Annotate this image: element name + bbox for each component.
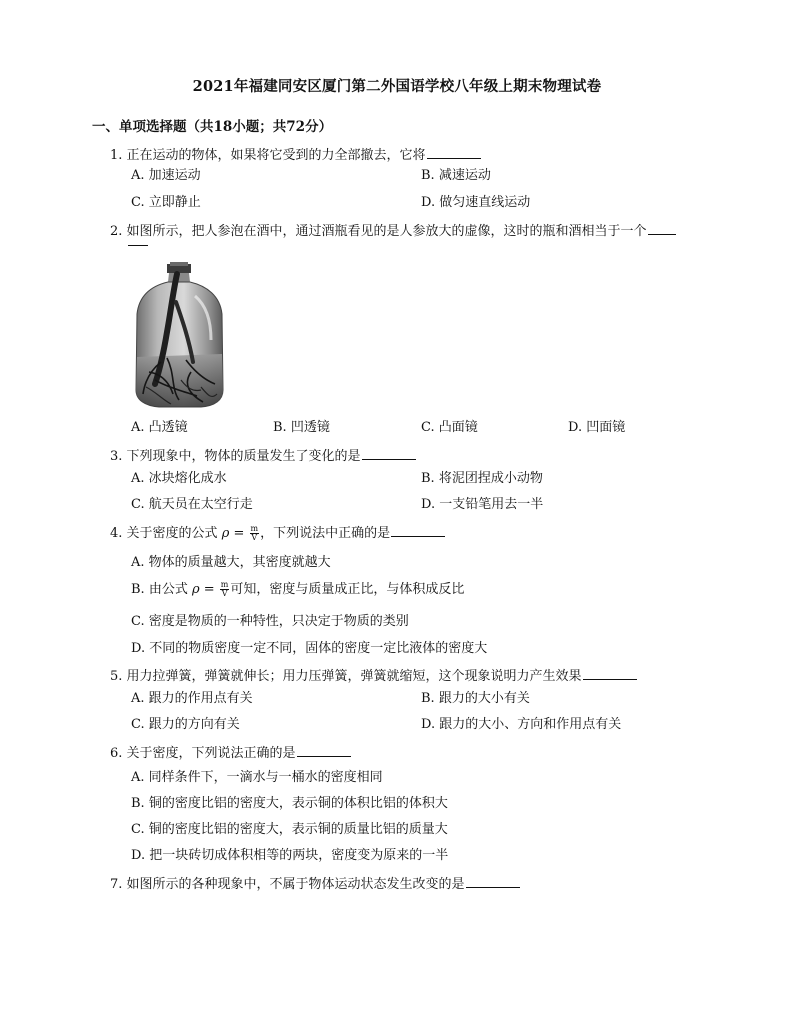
q2-option-d: D. 凹面镜 [568, 420, 626, 435]
q6-option-b: B. 铜的密度比铝的密度大，表示铜的体积比铝的体积大 [131, 796, 448, 811]
question-2-stem: 2. 如图所示，把人参泡在酒中，通过酒瓶看见的是人参放大的虚像，这时的瓶和酒相当于一个 [110, 220, 676, 239]
q1-option-c: C. 立即静止 [131, 195, 201, 210]
q1-option-a: A. 加速运动 [131, 168, 201, 183]
ginseng-wine-bottle-image [131, 262, 227, 408]
q6-option-a: A. 同样条件下，一滴水与一桶水的密度相同 [131, 770, 383, 785]
answer-blank [648, 221, 676, 235]
q1-option-d: D. 做匀速直线运动 [421, 195, 531, 210]
question-5-stem: 5. 用力拉弹簧，弹簧就伸长；用力压弹簧，弹簧就缩短，这个现象说明力产生效果 [110, 665, 637, 684]
q1-option-b: B. 减速运动 [421, 168, 491, 183]
q4-option-d: D. 不同的物质密度一定不同，固体的密度一定比液体的密度大 [131, 641, 488, 656]
q3-option-d: D. 一支铅笔用去一半 [421, 497, 544, 512]
question-3-stem: 3. 下列现象中，物体的质量发生了变化的是 [110, 445, 416, 464]
exam-title: 2021年福建同安区厦门第二外国语学校八年级上期末物理试卷 [192, 78, 602, 95]
q6-option-c: C. 铜的密度比铝的密度大，表示铜的质量比铝的质量大 [131, 822, 448, 837]
answer-blank [466, 874, 520, 888]
density-formula: ρ = $\frac{m}{V}$ [191, 580, 229, 598]
q3-option-c: C. 航天员在太空行走 [131, 497, 253, 512]
question-6-stem: 6. 关于密度，下列说法正确的是 [110, 742, 351, 761]
q4-option-a: A. 物体的质量越大，其密度就越大 [131, 555, 331, 570]
answer-blank [391, 523, 445, 537]
question-1-stem: 1. 正在运动的物体，如果将它受到的力全部撤去，它将 [110, 144, 481, 163]
q3-option-b: B. 将泥团捏成小动物 [421, 471, 543, 486]
q5-option-b: B. 跟力的大小有关 [421, 691, 530, 706]
question-7-stem: 7. 如图所示的各种现象中，不属于物体运动状态发生改变的是 [110, 873, 520, 892]
q4-option-c: C. 密度是物质的一种特性，只决定于物质的类别 [131, 614, 409, 629]
question-4-stem: 4. 关于密度的公式 ρ = $\frac{m}{V}$ ，下列说法中正确的是 [110, 522, 445, 542]
answer-blank [583, 666, 637, 680]
q4-option-b: B. 由公式 ρ = $\frac{m}{V}$ 可知，密度与质量成正比，与体积成反比 [131, 580, 465, 598]
q5-option-a: A. 跟力的作用点有关 [131, 691, 253, 706]
q2-option-b: B. 凹透镜 [273, 420, 330, 435]
answer-blank [362, 446, 416, 460]
q2-option-a: A. 凸透镜 [131, 420, 188, 435]
answer-blank [427, 145, 481, 159]
q6-option-d: D. 把一块砖切成体积相等的两块，密度变为原来的一半 [131, 848, 449, 863]
answer-blank [297, 743, 351, 757]
q5-option-c: C. 跟力的方向有关 [131, 717, 240, 732]
section-heading: 一、单项选择题（共18小题；共72分） [92, 119, 333, 135]
answer-blank-continued [128, 245, 148, 246]
q5-option-d: D. 跟力的大小、方向和作用点有关 [421, 717, 622, 732]
q2-option-c: C. 凸面镜 [421, 420, 478, 435]
q3-option-a: A. 冰块熔化成水 [131, 471, 227, 486]
density-formula: ρ = $\frac{m}{V}$ [221, 524, 259, 542]
